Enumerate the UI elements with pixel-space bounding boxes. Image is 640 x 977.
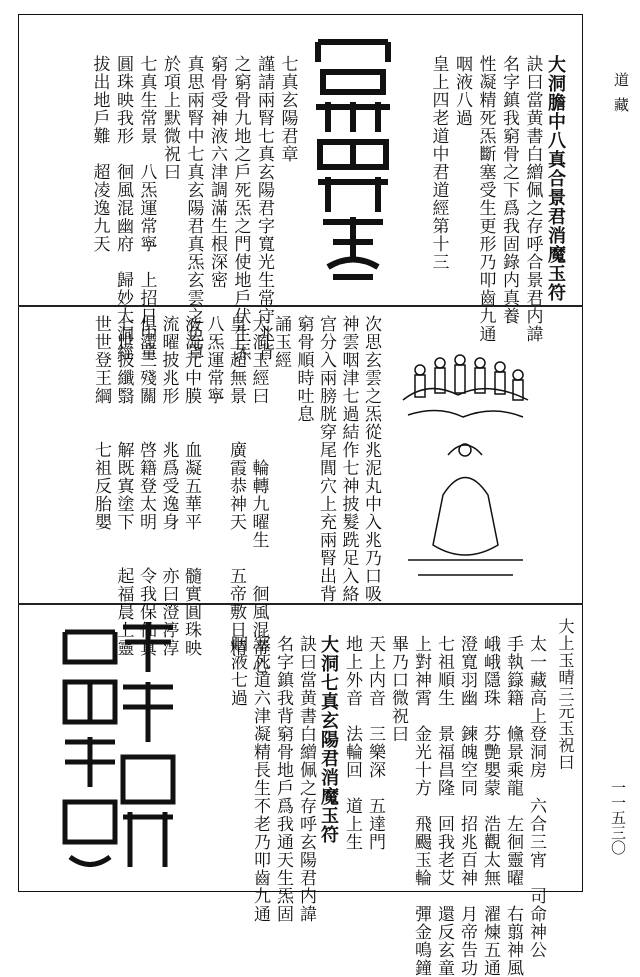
section2-column: 七世披纖翳 解既寘塗下 起福晨上靈 xyxy=(113,315,134,657)
section2-column: 世世登王綱 七祖反胎嬰 xyxy=(91,315,111,531)
section3-column: 畢乃口微祝曰 xyxy=(388,635,408,743)
section3-column: 上對神霄 金光十方 飛颺玉輪 彈金鳴鐘 xyxy=(411,635,431,977)
section3-column: 咽液七過 xyxy=(227,635,247,707)
section3-column: 峨峨隱珠 芬艷嬰蒙 浩觀太無 濯煉五通 xyxy=(480,635,500,977)
talisman-seal-one xyxy=(308,22,398,292)
section1-column: 窮骨受神液六津調滿生根深密 xyxy=(207,55,227,289)
section3-column: 天上内音 三樂深 五達門 xyxy=(365,635,385,851)
section1-column: 真思兩腎中七真玄陽君真炁玄雲之色罩 xyxy=(183,55,204,361)
section1-column: 性凝精死炁斷塞受生更形乃叩齒九通 xyxy=(475,55,496,343)
section2-column: 宫分入兩膀胱穿尾閭穴上充兩腎出背 xyxy=(316,315,336,603)
talisman-glyph-one xyxy=(308,22,398,292)
section2-column: 流曜披兆形 兆爲受逸身 亦曰澄渟淳 xyxy=(158,315,179,657)
section3-column: 名字鎮我背窮骨地戶爲我通天生炁固 xyxy=(273,635,293,923)
section2-column: 皇上超無景 廣霞恭神天 五帝敷日精 xyxy=(226,315,246,657)
section3-column: 大洞七真玄陽君消魔玉符 xyxy=(318,635,339,844)
section3-column: 七祖順生 景福昌隆 回我老艾 還反玄童 xyxy=(434,635,454,977)
section1-column: 七真玄陽君章 xyxy=(277,55,298,163)
section2-column: 窮骨順時吐息 xyxy=(293,315,314,423)
deity-illustration xyxy=(398,345,533,590)
section2-column: 次思玄雲之炁從兆泥丸中入兆乃口吸 xyxy=(361,315,381,603)
section2-column: 俱滯三殘關 啓籍登太明 令我保仙真 xyxy=(136,315,156,657)
section3-column: 訣曰當黄書白繒佩之存呼玄陽君内諱 xyxy=(296,635,316,923)
section3-column: 澄寬羽幽 鍊魄空同 招兆百神 月帝告功 xyxy=(457,635,477,977)
section1-column: 名字鎮我窮骨之下爲我固錄内真養 xyxy=(499,55,519,325)
section3-column: 太一藏高上登洞房 六合三宵 司命神公 xyxy=(526,635,546,959)
section3-column: 塞死道六津凝精長生不老乃叩齒九通 xyxy=(250,635,270,923)
section2-column: 神雲咽津七過結作七神披髮跣足入絡 xyxy=(338,315,359,603)
section1-column: 圓珠映我形 徊風混幽府 歸妙大洞經 xyxy=(113,55,133,361)
seven-deities-drawing xyxy=(398,345,533,590)
section2-column: 誦玉經 xyxy=(271,315,291,369)
section1-column: 拔出地戶難 超凌逸九天 xyxy=(89,55,110,253)
section1-column: 咽液八過 xyxy=(452,55,472,127)
section3-column: 手執籙籍 儵景乘龍 左徊靈曜 右翦神風 xyxy=(503,635,523,977)
section1-column: 皇上四老道中君道經第十三 xyxy=(428,55,449,271)
section1-column: 大洞膽中八真合景君消魔玉符 xyxy=(545,55,566,302)
section1-column: 於項上默微祝曰 xyxy=(160,55,180,181)
section2-column: 液流元中膜 血凝五華平 髓實圓珠映 xyxy=(181,315,201,657)
section3-column: 地上外音 法輪回 道上生 xyxy=(342,635,362,851)
section2-column: 大洞玉經曰 輪轉九曜生 徊風混帝心 xyxy=(248,315,269,675)
section3-heading: 大上玉晴三元玉祝曰 xyxy=(556,618,575,771)
section2-column: 八炁運常寧 xyxy=(203,315,224,405)
page-number: 一一五三〇 xyxy=(609,780,627,855)
section1-column: 謹請兩腎七真玄陽君字寬光生常守兆背 xyxy=(254,55,274,361)
section1-column: 之窮骨九地之戶死炁之門使地戶伏生炁 xyxy=(230,55,251,361)
margin-title: 道藏 xyxy=(612,72,630,122)
section-divider-2 xyxy=(18,603,583,605)
section1-column: 七真生常景 八炁運常寧 上招日中童 xyxy=(136,55,157,361)
section1-column: 訣曰當黄書白繒佩之存呼合景君内諱 xyxy=(522,55,543,343)
